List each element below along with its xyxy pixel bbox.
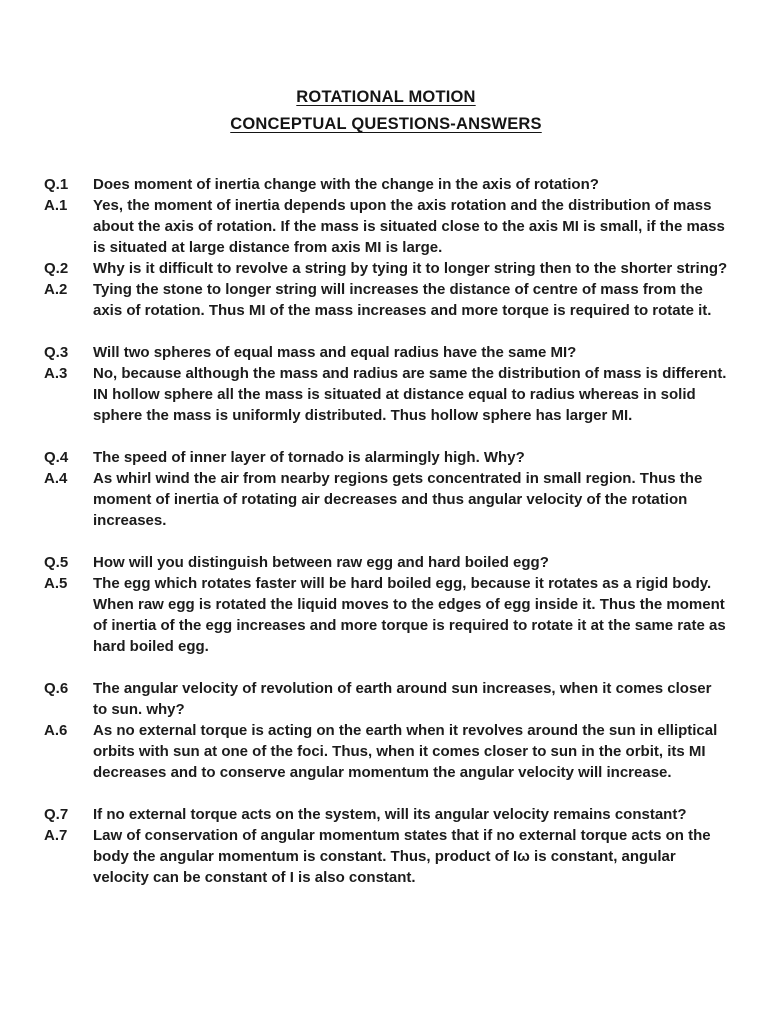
answer-row (44, 825, 728, 888)
answer-label: A.7 (44, 827, 68, 844)
question-label: Q.7 (44, 806, 69, 823)
answer-label: A.1 (44, 197, 68, 214)
title-line-1: ROTATIONAL MOTION (296, 88, 476, 106)
answer-text: No, because although the mass and radius are same the distribution of mass is different. IN hollow sphere all the mass is situated at distance equal to radius whereas in solid sphere the mass is uniformly distributed. Thus hollow sphere has larger MI. (93, 365, 727, 424)
answer-label: A.4 (44, 470, 68, 487)
answer-text: The egg which rotates faster will be hard boiled egg, because it rotates as a rigid body. When raw egg is rotated the liquid moves to the edges of egg inside it. Thus the moment of inertia of the egg increases and more torque is required to rotate it at the same rate as hard boiled egg. (93, 575, 726, 655)
question-text: Does moment of inertia change with the change in the axis of rotation? (93, 176, 599, 193)
question-row (44, 447, 728, 468)
answer-label: A.3 (44, 365, 68, 382)
title-line-2: CONCEPTUAL QUESTIONS-ANSWERS (230, 115, 542, 133)
question-label: Q.3 (44, 344, 69, 361)
question-text: The angular velocity of revolution of earth around sun increases, when it comes closer to sun. why? (93, 680, 712, 718)
answer-row (44, 363, 728, 426)
answer-text: Yes, the moment of inertia depends upon the axis rotation and the distribution of mass about the axis of rotation. If the mass is situated close to the axis MI is small, if the mass is situated at large distance from axis MI is large. (93, 197, 725, 256)
question-row (44, 174, 728, 195)
question-label: Q.5 (44, 554, 69, 571)
qa-item (44, 678, 728, 783)
question-row (44, 552, 728, 573)
qa-item (44, 804, 728, 888)
answer-label: A.6 (44, 722, 68, 739)
question-row (44, 678, 728, 720)
answer-text: Tying the stone to longer string will increases the distance of centre of mass from the axis of rotation. Thus MI of the mass increases and more torque is required to rotate it. (93, 281, 712, 319)
document-title (44, 84, 728, 138)
answer-row (44, 720, 728, 783)
question-row (44, 342, 728, 363)
question-label: Q.1 (44, 176, 69, 193)
answer-row (44, 195, 728, 258)
question-label: Q.6 (44, 680, 69, 697)
question-text: If no external torque acts on the system, will its angular velocity remains constant? (93, 806, 687, 823)
question-label: Q.2 (44, 260, 69, 277)
answer-text: As whirl wind the air from nearby regions gets concentrated in small region. Thus the moment of inertia of rotating air decreases and thus angular velocity of the rotation increases. (93, 470, 703, 529)
question-row (44, 258, 728, 279)
answer-label: A.2 (44, 281, 68, 298)
qa-item (44, 552, 728, 657)
qa-list (44, 174, 728, 888)
qa-item (44, 342, 728, 426)
question-row (44, 804, 728, 825)
answer-text: As no external torque is acting on the earth when it revolves around the sun in elliptical orbits with sun at one of the foci. Thus, when it comes closer to sun in the orbit, its MI decreases and to conserve angular momentum the angular velocity will increase. (93, 722, 718, 781)
qa-item (44, 174, 728, 258)
answer-row (44, 468, 728, 531)
answer-row (44, 573, 728, 657)
question-text: Will two spheres of equal mass and equal radius have the same MI? (93, 344, 577, 361)
question-label: Q.4 (44, 449, 69, 466)
answer-label: A.5 (44, 575, 68, 592)
question-text: How will you distinguish between raw egg and hard boiled egg? (93, 554, 549, 571)
answer-row (44, 279, 728, 321)
qa-item (44, 258, 728, 321)
answer-text: Law of conservation of angular momentum states that if no external torque acts on the body the angular momentum is constant. Thus, product of Iω is constant, angular velocity can be constant of I is also constant. (93, 827, 711, 886)
question-text: The speed of inner layer of tornado is alarmingly high. Why? (93, 449, 525, 466)
qa-item (44, 447, 728, 531)
question-text: Why is it difficult to revolve a string by tying it to longer string then to the shorter string? (93, 260, 728, 277)
